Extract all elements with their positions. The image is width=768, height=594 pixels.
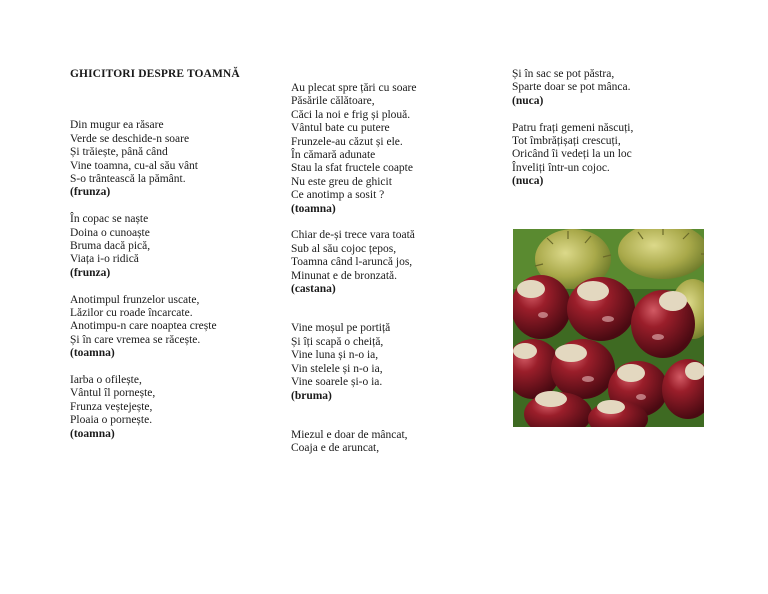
riddle-answer: (toamna) bbox=[291, 202, 336, 215]
riddle-line: În copac se naște bbox=[70, 213, 149, 226]
riddle-line: Vine toamna, cu-al său vânt bbox=[70, 159, 198, 172]
riddle-frunza-2 bbox=[70, 213, 270, 280]
riddle-line: Vine moșul pe portiță bbox=[291, 322, 391, 335]
riddle-line: Anotimpul frunzelor uscate, bbox=[70, 293, 200, 306]
riddle-line: Vântul îl pornește, bbox=[70, 387, 156, 400]
riddle-line: Sub al său cojoc țepos, bbox=[291, 242, 397, 255]
riddle-line: Bruma dacă pică, bbox=[70, 240, 151, 253]
riddle-line: Frunzele-au căzut și ele. bbox=[291, 135, 403, 148]
riddle-answer: (toamna) bbox=[70, 347, 115, 360]
riddle-line: Oricând îi vedeți la un loc bbox=[512, 148, 632, 161]
riddle-line: Miezul e doar de mâncat, bbox=[291, 428, 408, 441]
riddle-line: Doina o cunoaște bbox=[70, 226, 150, 239]
riddle-castana bbox=[291, 229, 491, 296]
riddle-line: Ploaia o pornește. bbox=[70, 414, 153, 427]
riddle-line: Vântul bate cu putere bbox=[291, 122, 390, 135]
riddle-toamna-2 bbox=[70, 374, 270, 441]
riddle-answer: (toamna) bbox=[70, 427, 115, 440]
column-3 bbox=[512, 68, 732, 189]
riddle-answer: (frunza) bbox=[70, 186, 111, 199]
riddle-line: Și trăiește, până când bbox=[70, 146, 168, 159]
riddle-line: Lăzilor cu roade încarcate. bbox=[70, 307, 193, 320]
riddle-answer: (nuca) bbox=[512, 94, 544, 107]
page-title: GHICITORI DESPRE TOAMNĂ bbox=[70, 68, 240, 80]
riddle-line: Căci la noi e frig și plouă. bbox=[291, 108, 411, 121]
riddle-line: Păsările călătoare, bbox=[291, 95, 375, 108]
riddle-line: Sparte doar se pot mânca. bbox=[512, 81, 631, 94]
riddle-line: Nu este greu de ghicit bbox=[291, 175, 392, 188]
riddle-toamna-3 bbox=[291, 82, 491, 216]
riddle-line: Înveliți într-un cojoc. bbox=[512, 161, 610, 174]
riddle-line: Și în care vremea se răcește. bbox=[70, 333, 201, 346]
riddle-frunza-1 bbox=[70, 119, 270, 199]
riddle-line: Coaja e de aruncat, bbox=[291, 442, 380, 455]
riddle-line: Viața i-o ridică bbox=[70, 253, 139, 266]
chestnut-shapes bbox=[513, 275, 704, 427]
riddle-line: Vine soarele și-o ia. bbox=[291, 376, 383, 389]
riddle-line: Minunat e de bronzată. bbox=[291, 269, 398, 282]
riddle-line: S-o trântească la pământ. bbox=[70, 173, 186, 186]
riddle-toamna-1 bbox=[70, 294, 270, 361]
riddle-line: În cămară adunate bbox=[291, 149, 376, 162]
riddle-line: Verde se deschide-n soare bbox=[70, 132, 190, 145]
riddle-answer: (frunza) bbox=[70, 266, 111, 279]
riddle-line: Iarba o ofilește, bbox=[70, 374, 142, 387]
riddle-line: Frunza veștejește, bbox=[70, 400, 153, 413]
riddle-answer: (nuca) bbox=[512, 175, 544, 188]
riddle-nuca-start bbox=[291, 429, 491, 456]
riddle-answer: (castana) bbox=[291, 283, 336, 296]
column-2 bbox=[291, 82, 491, 456]
riddle-line: Stau la sfat fructele coapte bbox=[291, 162, 413, 175]
riddle-line: Ce anotimp a sosit ? bbox=[291, 189, 385, 202]
riddle-line: Vin stelele și n-o ia, bbox=[291, 362, 383, 375]
column-1 bbox=[70, 68, 270, 441]
riddle-line: Toamna când l-aruncă jos, bbox=[291, 256, 413, 269]
riddle-line: Patru frați gemeni născuți, bbox=[512, 121, 634, 134]
riddle-line: Tot îmbrățișați crescuți, bbox=[512, 135, 621, 148]
riddle-line: Anotimpu-n care noaptea crește bbox=[70, 320, 217, 333]
riddle-line: Și îți scapă o cheiță, bbox=[291, 335, 384, 348]
riddle-answer: (bruma) bbox=[291, 389, 332, 402]
chestnuts-photo bbox=[513, 229, 704, 427]
riddle-nuca-end bbox=[512, 68, 732, 108]
riddle-nuca-2 bbox=[512, 122, 732, 189]
riddle-line: Chiar de-și trece vara toată bbox=[291, 229, 415, 242]
riddle-line: Vine luna și n-o ia, bbox=[291, 349, 379, 362]
riddle-line: Din mugur ea răsare bbox=[70, 119, 164, 132]
riddle-line: Și în sac se pot păstra, bbox=[512, 68, 615, 80]
riddle-bruma bbox=[291, 322, 491, 402]
riddle-line: Au plecat spre țări cu soare bbox=[291, 82, 417, 94]
